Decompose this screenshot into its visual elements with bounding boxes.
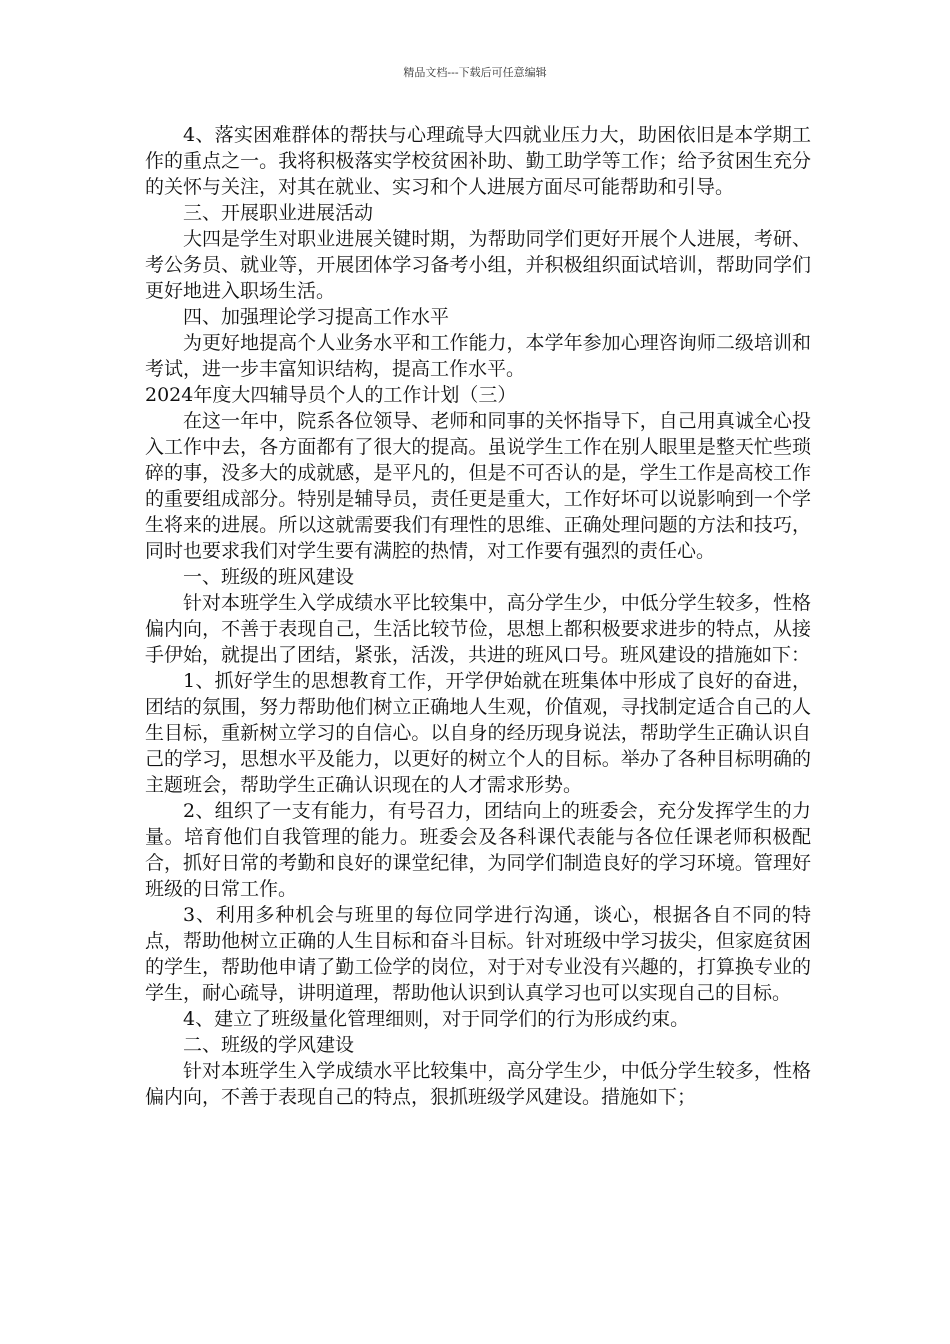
paragraph-1: 4、落实困难群体的帮扶与心理疏导大四就业压力大，助困依旧是本学期工作的重点之一。我将积极落实学校贫困补助、勤工助学等工作；给予贫困生充分的关怀与关注，对其在就业、实习和个人进展方面尽可能帮助和引导。 [145, 124, 811, 198]
section-heading-1: 一、班级的班风建设 [183, 566, 355, 588]
paragraph-2: 大四是学生对职业进展关键时期，为帮助同学们更好开展个人进展，考研、考公务员、就业等，开展团体学习备考小组，并积极组织面试培训，帮助同学们更好地进入职场生活。 [145, 228, 811, 302]
section-heading-2: 二、班级的学风建设 [183, 1034, 355, 1056]
section-heading-3: 三、开展职业进展活动 [183, 202, 374, 224]
paragraph-5: 针对本班学生入学成绩水平比较集中，高分学生少，中低分学生较多，性格偏内向，不善于表现自己，生活比较节俭，思想上都积极要求进步的特点，从接手伊始，就提出了团结，紧张，活泼，共进的班风口号。班风建设的措施如下： [145, 592, 811, 666]
paragraph-4: 在这一年中，院系各位领导、老师和同事的关怀指导下，自己用真诚全心投入工作中去，各方面都有了很大的提高。虽说学生工作在别人眼里是整天忙些琐碎的事，没多大的成就感，是平凡的，但是不可否认的是，学生工作是高校工作的重要组成部分。特别是辅导员，责任更是重大，工作好坏可以说影响到一个学生将来的进展。所以这就需要我们有理性的思维、正确处理问题的方法和技巧，同时也要求我们对学生要有满腔的热情，对工作要有强烈的责任心。 [145, 410, 811, 562]
page-header: 精品文档---下载后可任意编辑 [403, 66, 547, 79]
paragraph-7: 2、组织了一支有能力，有号召力，团结向上的班委会，充分发挥学生的力量。培育他们自我管理的能力。班委会及各科课代表能与各位任课老师积极配合，抓好日常的考勤和良好的课堂纪律，为同学们制造良好的学习环境。管理好班级的日常工作。 [145, 800, 811, 900]
paragraph-8: 3、利用多种机会与班里的每位同学进行沟通，谈心，根据各自不同的特点，帮助他树立正确的人生目标和奋斗目标。针对班级中学习拔尖，但家庭贫困的学生，帮助他申请了勤工俭学的岗位，对于对专业没有兴趣的，打算换专业的学生，耐心疏导，讲明道理，帮助他认识到认真学习也可以实现自己的目标。 [145, 904, 811, 1004]
paragraph-10: 针对本班学生入学成绩水平比较集中，高分学生少，中低分学生较多，性格偏内向，不善于表现自己的特点，狠抓班级学风建设。措施如下； [145, 1060, 811, 1108]
section-heading-4: 四、加强理论学习提高工作水平 [183, 306, 450, 328]
document-body [145, 122, 811, 1110]
paragraph-6: 1、抓好学生的思想教育工作，开学伊始就在班集体中形成了良好的奋进，团结的氛围，努力帮助他们树立正确地人生观，价值观，寻找制定适合自己的人生目标，重新树立学习的自信心。以自身的经历现身说法，帮助学生正确认识自己的学习，思想水平及能力，以更好的树立个人的目标。举办了各种目标明确的主题班会，帮助学生正确认识现在的人才需求形势。 [145, 670, 811, 796]
paragraph-9: 4、建立了班级量化管理细则，对于同学们的行为形成约束。 [183, 1008, 690, 1030]
document-title: 2024年度大四辅导员个人的工作计划（三） [145, 384, 517, 406]
paragraph-3: 为更好地提高个人业务水平和工作能力，本学年参加心理咨询师二级培训和考试，进一步丰富知识结构，提高工作水平。 [145, 332, 811, 380]
